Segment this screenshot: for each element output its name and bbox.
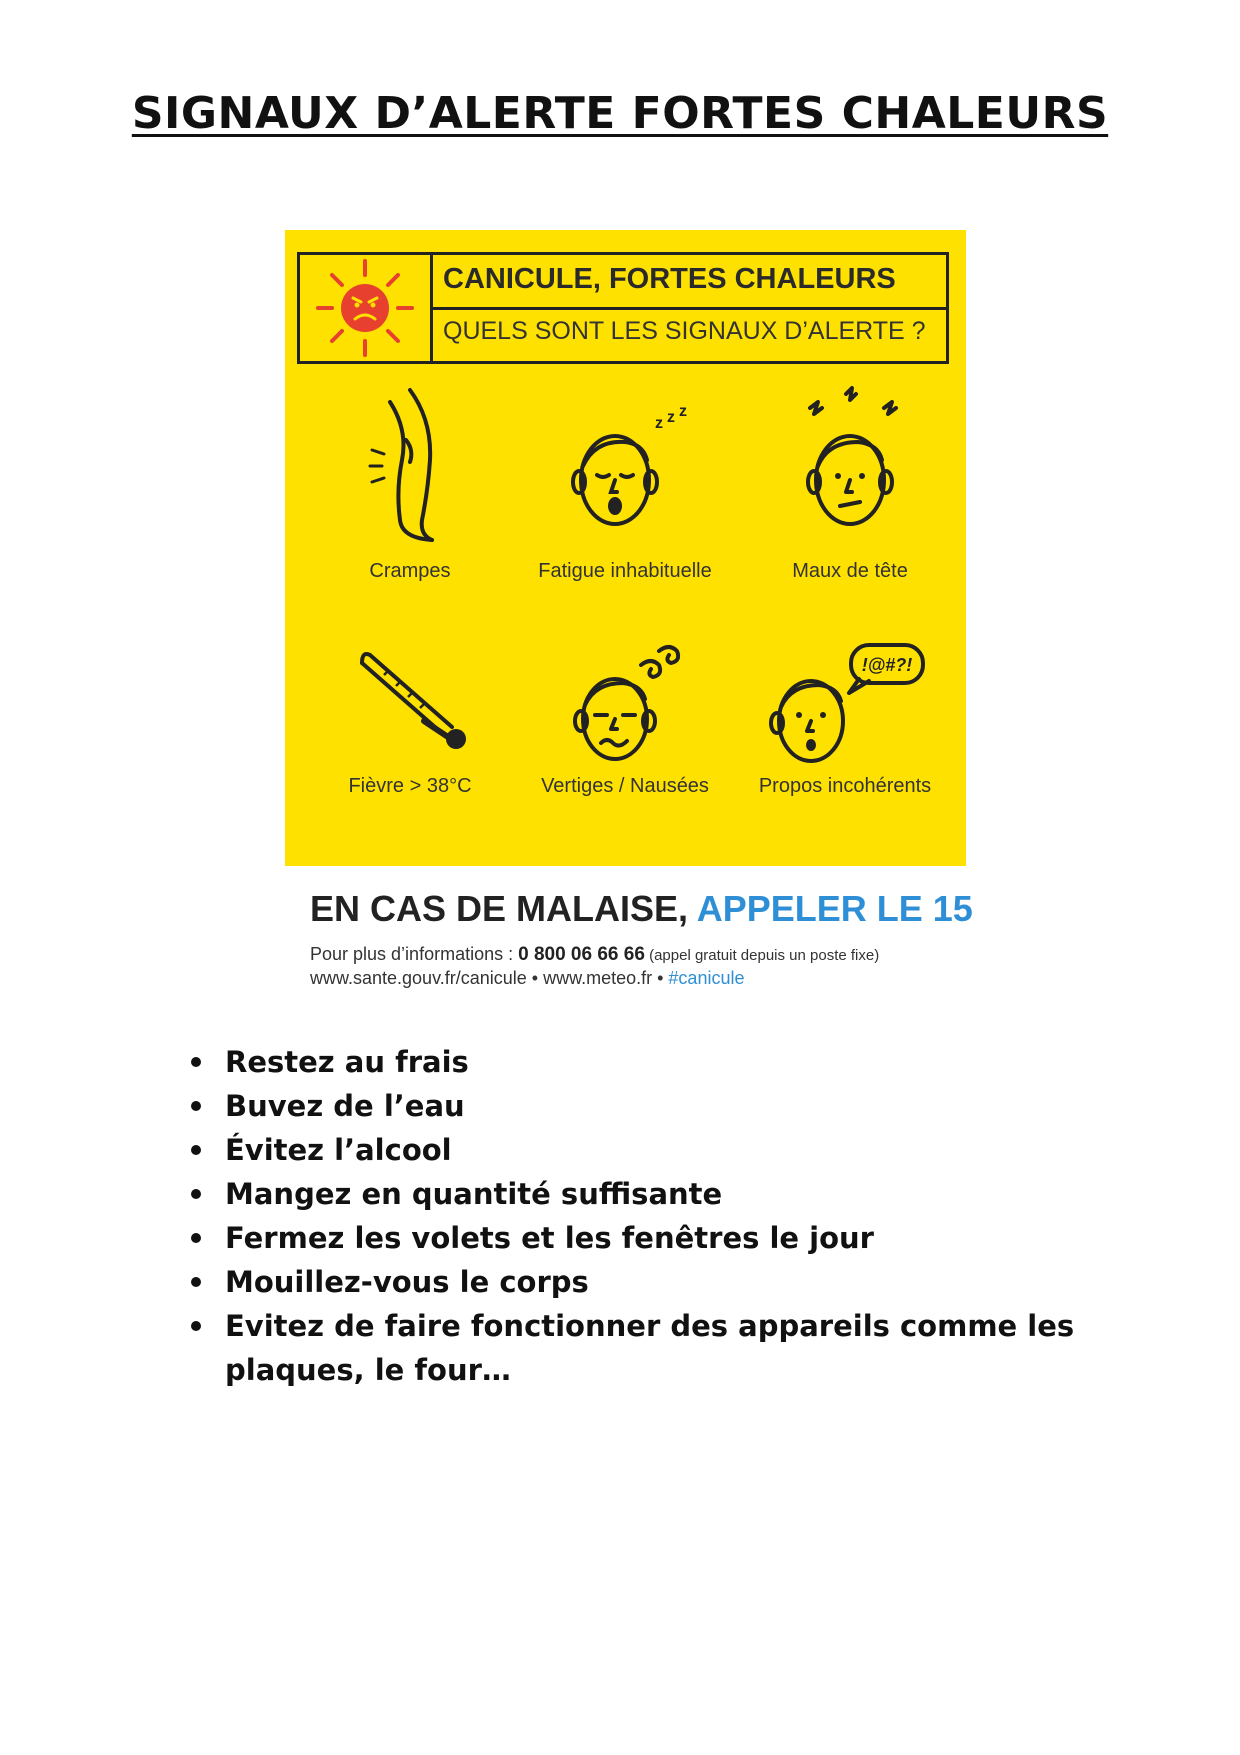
sign-fievre [305, 635, 515, 798]
headache-face-icon [780, 380, 920, 550]
list-item: Fermez les volets et les fenêtres le jour [225, 1216, 1105, 1260]
info-note: (appel gratuit depuis un poste fixe) [644, 947, 880, 964]
sign-label-vertiges: Vertiges / Nausées [541, 775, 709, 797]
sign-propos-incoherents [740, 635, 950, 798]
speech-face-icon [755, 635, 935, 765]
advice-list [225, 1040, 1105, 1392]
info-prefix: Pour plus d’informations : [310, 944, 519, 964]
poster-header-subtitle: QUELS SONT LES SIGNAUX D’ALERTE ? [443, 317, 926, 345]
sign-crampes [305, 380, 515, 583]
sign-maux-de-tete [745, 380, 955, 583]
emergency-call-banner [310, 888, 973, 930]
header-divider [430, 307, 946, 310]
speech-bubble-text: !@#?! [861, 655, 913, 675]
document-title: SIGNAUX D’ALERTE FORTES CHALEURS [131, 88, 1109, 139]
sign-vertiges [520, 635, 730, 798]
hashtag: #canicule [668, 968, 745, 988]
svg-text:z: z [667, 409, 675, 426]
info-line [310, 944, 879, 966]
leg-cramp-icon [350, 380, 470, 550]
list-item: Buvez de l’eau [225, 1084, 1105, 1128]
list-item: Mouillez-vous le corps [225, 1260, 1105, 1304]
links-text: www.sante.gouv.fr/canicule • www.meteo.fr • [310, 968, 669, 988]
info-phone: 0 800 06 66 66 [518, 944, 645, 965]
thermometer-icon [340, 635, 480, 765]
list-item: Mangez en quantité suffisante [225, 1172, 1105, 1216]
sign-label-fatigue: Fatigue inhabituelle [538, 560, 712, 582]
tired-face-icon [555, 380, 695, 550]
poster-header-title: CANICULE, FORTES CHALEURS [443, 263, 896, 295]
sign-label-maux-de-tete: Maux de tête [792, 560, 908, 582]
sign-label-fievre: Fièvre > 38°C [348, 775, 472, 797]
list-item: Evitez de faire fonctionner des appareils comme les plaques, le four… [225, 1304, 1105, 1392]
list-item: Évitez l’alcool [225, 1128, 1105, 1172]
cta-highlight: APPELER LE 15 [696, 888, 973, 929]
svg-text:z: z [679, 403, 687, 420]
links-line [310, 968, 744, 989]
svg-text:z: z [655, 415, 663, 432]
heatwave-poster [285, 230, 966, 866]
sign-label-crampes: Crampes [369, 560, 451, 582]
cta-main: EN CAS DE MALAISE, [310, 888, 689, 929]
sun-cell [300, 255, 433, 361]
poster-header [297, 252, 949, 364]
sign-fatigue [520, 380, 730, 583]
list-item: Restez au frais [225, 1040, 1105, 1084]
sign-label-propos: Propos incohérents [758, 775, 932, 797]
angry-sun-icon [300, 255, 430, 361]
dizzy-face-icon [555, 635, 695, 765]
